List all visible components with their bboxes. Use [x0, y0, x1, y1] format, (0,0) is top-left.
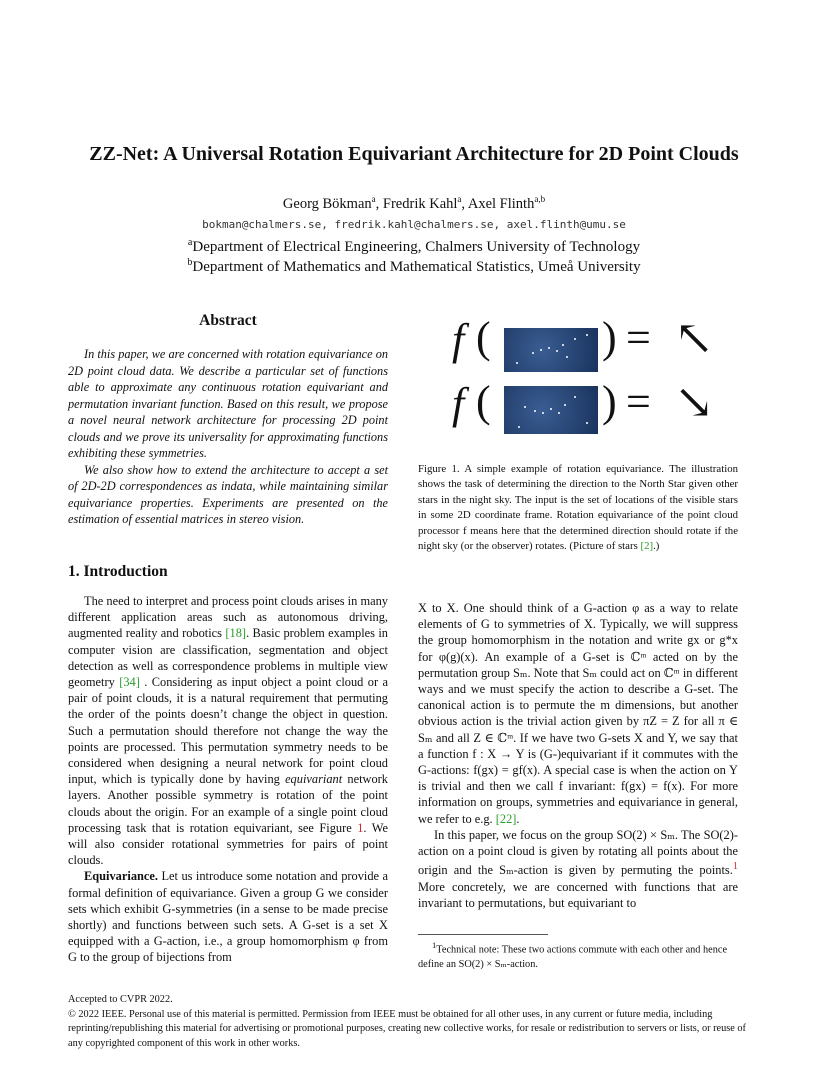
citation-link[interactable]: [18] [225, 626, 247, 641]
night-sky-image [504, 386, 598, 434]
star-dot [574, 396, 576, 398]
equivariance-paragraph-continued: X to X. One should think of a G-action φ as a way to relate elements of G to symmetries of X. Typically, we will suppress the group homomorphism in the notation and write gx or g*x for φ(g)(x). An example of a G-set is ℂᵐ acted on by the permutation group Sₘ. Note that Sₘ could act on ℂᵐ in different ways and we must specify the action to describe a G-set. The canonical action is to permute the m dimensions, but another obvious action is the trivial action given by πZ = Z for all π ∈ Sₘ and all Z ∈ ℂᵐ. If we have two G-sets X and Y, we say that a function f : X → Y is (G-)equivariant if it commutes with the G-actions: f(gx) = gf(x). A special case is when the action on Y is trivial and then we call f invariant: f(gx) = f(x). For more information on groups, symmetries and equivariance in general, we refer to e.g. [22]. [418, 601, 738, 826]
abstract-body [68, 346, 388, 528]
open-paren: ( [476, 377, 491, 426]
copyright-notice: © 2022 IEEE. Personal use of this material is permitted. Permission from IEEE must be obtained for all other uses, in any current or future media, including reprinting/republishing this material for advertising or promotional purposes, creating new collective works, for resale or redistribution to servers or lists, or reuse of any copyrighted component of this work in other works. [68, 1009, 746, 1049]
equals-sign: = [626, 313, 651, 362]
paper-title: ZZ-Net: A Universal Rotation Equivariant Architecture for 2D Point Clouds [89, 143, 739, 165]
star-dot [566, 356, 568, 358]
author-name: Axel Flinth [467, 195, 535, 212]
night-sky-image [504, 328, 598, 372]
footnote-ref-link[interactable]: 1 [732, 861, 738, 873]
right-column-body [418, 600, 738, 911]
affiliation-a: $^a$Department of Electrical Engineering, Chalmers University of Technology [187, 237, 641, 255]
author-name: Fredrik Kahl [382, 195, 458, 212]
star-dot [562, 344, 564, 346]
arrow-up-left-icon: ↖ [674, 312, 715, 365]
arrow-down-right-icon: ↘ [674, 376, 715, 429]
intro-paragraph-1: The need to interpret and process point clouds arises in many different application areas such as autonomous driving, augmented reality and robotics [18]. Basic problem examples in computer vision are classification, segmentation and object detection as well as correspondence problems in multiple view geometry [34] . Considering as input object a point cloud or a pair of point clouds, it is a natural requirement that permuting the order of the points doesn’t change the object in question. Such a permutation should therefore not change the way the points are processed. This permutation symmetry needs to be considered when designing a neural network for point cloud input, which is typically done by having equivariant network layers. Another possible symmetry is rotation of the point clouds about the origin. For an example of a single point cloud processing task that is rotation equivariant, see Figure 1. We will also consider rotational symmetries for pairs of point clouds. [68, 594, 389, 868]
citation-link[interactable]: [34] [119, 675, 140, 690]
star-dot [516, 362, 518, 364]
function-symbol: f [452, 379, 465, 428]
star-dot [542, 412, 544, 414]
function-symbol: f [452, 315, 465, 364]
abstract-heading: Abstract [199, 312, 257, 329]
close-paren: ) [602, 377, 617, 426]
figure-1-caption: Figure 1. A simple example of rotation equivariance. The illustration shows the task of determining the direction to the North Star given other stars in the night sky. The input is the set of locations of the visible stars in some 2D coordinate frame. Rotation equivariance of the point cloud processor f means here that the determined direction should rotate if the night sky (or the observer) rotates. (Picture of stars [2].) [418, 463, 738, 553]
citation-link[interactable]: [22] [495, 811, 517, 826]
star-dot [532, 352, 534, 354]
footnote: $^1$Technical note: These two actions commute with each other and hence define an SO(2) × Sₘ-action. [418, 940, 728, 970]
star-dot [558, 412, 560, 414]
author-list: Georg Bökman$^a$, Fredrik Kahl$^a$, Axel Flinth$^{a,b}$ [282, 194, 546, 212]
section-heading-introduction: 1. Introduction [68, 563, 168, 580]
star-dot [586, 422, 588, 424]
author-affiliation-mark: a [371, 194, 376, 204]
star-dot [556, 350, 558, 352]
open-paren: ( [476, 313, 491, 362]
abstract-paragraph: In this paper, we are concerned with rotation equivariance on 2D point cloud data. We describe a particular set of functions able to approximate any continuous rotation equivariant and permutation invariant function. Based on this result, we propose a novel neural network architecture for processing 2D point clouds and we prove its universality for approximating functions exhibiting these symmetries. [68, 347, 388, 460]
equivariance-paragraph: Equivariance. Let us introduce some notation and provide a formal definition of equivariance. Given a group G we consider sets which exhibit G-symmetries (in a sense to be made precise shortly) and functions between such sets. A G-set is a set X equipped with a G-action, i.e., a group homomorphism φ from G to the group of bijections from [68, 869, 388, 965]
paragraph-lead: Equivariance. [84, 869, 159, 884]
abstract-paragraph: We also show how to extend the architecture to accept a set of 2D-2D correspondences as indata, while maintaining similar equivariance properties. Experiments are presented on the estimation of essential matrices in stereo vision. [68, 462, 388, 526]
affiliation-b: $^b$Department of Mathematics and Mathematical Statistics, Umeå University [187, 257, 641, 275]
author-affiliation-mark: a,b [534, 194, 546, 204]
author-affiliation-mark: a [457, 194, 462, 204]
author-emails: bokman@chalmers.se, fredrik.kahl@chalmers.se, axel.flinth@umu.se [202, 218, 626, 231]
star-dot [518, 426, 520, 428]
author-name: Georg Bökman [282, 195, 372, 212]
figure-ref-link[interactable]: 1 [357, 820, 364, 835]
star-dot [550, 408, 552, 410]
focus-paragraph: In this paper, we focus on the group SO(2) × Sₘ. The SO(2)-action on a point cloud is given by rotating all points about the origin and the Sₘ-action is given by permuting the points.$^1$ More concretely, we are concerned with functions that are invariant to permutations, but equivariant to [418, 827, 738, 910]
figure-1 [440, 312, 730, 448]
star-dot [564, 404, 566, 406]
citation-link[interactable]: [2] [640, 540, 654, 553]
close-paren: ) [602, 313, 617, 362]
star-dot [540, 349, 542, 351]
star-dot [534, 410, 536, 412]
acceptance-note: Accepted to CVPR 2022. [68, 994, 173, 1005]
footnote-divider [418, 934, 548, 935]
star-dot [548, 347, 550, 349]
star-dot [586, 334, 588, 336]
left-column-body [68, 593, 388, 966]
star-dot [574, 338, 576, 340]
star-dot [524, 406, 526, 408]
equals-sign: = [626, 377, 651, 426]
